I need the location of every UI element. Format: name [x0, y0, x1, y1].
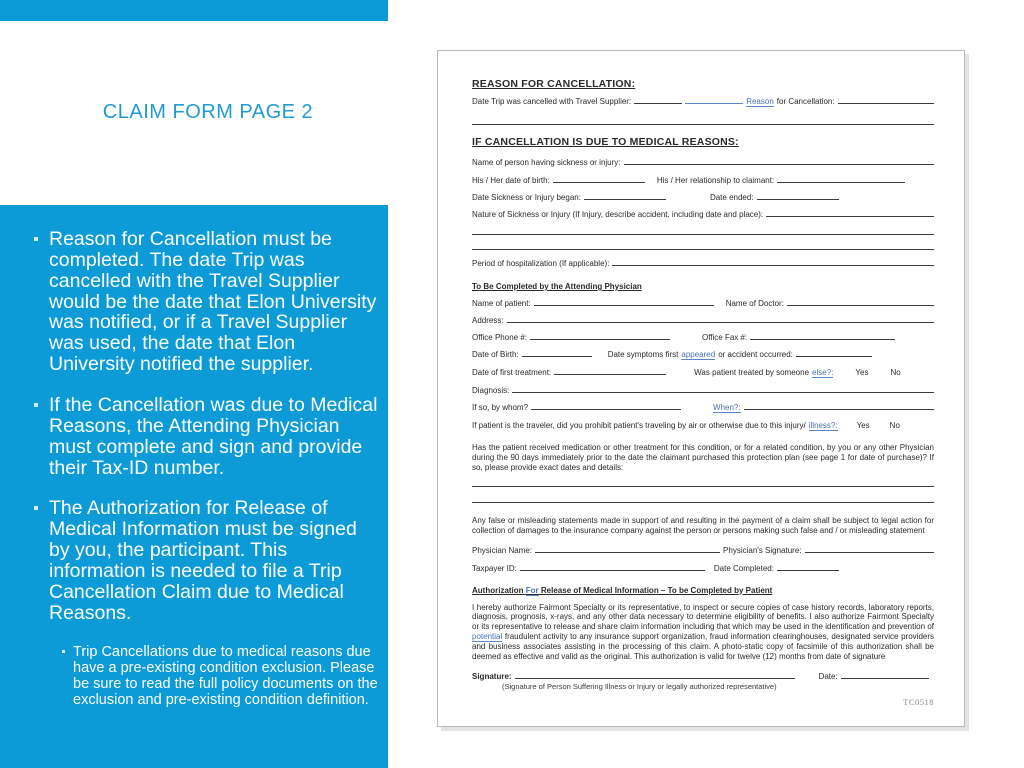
blank-line — [634, 101, 682, 104]
blank-line — [841, 676, 929, 679]
field-label: Was patient treated by someone — [694, 368, 810, 377]
field-label: Name of person having sickness or injury: — [472, 158, 621, 167]
form-paragraph: Any false or misleading statements made in support of and resulting in the payment of a claim shall be subject to legal action for collection of damages to the insurance company against the person or persons making such false and / or misleading statement — [472, 515, 934, 535]
form-row — [472, 368, 934, 378]
signature-caption: (Signature of Person Suffering Illness or Injury or legally authorized representative) — [502, 681, 777, 691]
form-row — [472, 193, 934, 202]
field-label: Yes — [856, 421, 870, 430]
field-label: Date ended: — [709, 193, 754, 202]
field-label: Diagnosis: — [472, 386, 510, 395]
spacer — [673, 339, 699, 340]
field-label: Name of Doctor: — [725, 299, 784, 308]
field-label: Date symptoms first — [607, 350, 679, 359]
form-row — [472, 421, 934, 431]
blank-rule-line — [472, 234, 934, 235]
blank-line — [534, 303, 714, 306]
spacer — [708, 570, 711, 571]
bullet-item: If the Cancellation was due to Medical Reasons, the Attending Physician must complete and sign and provide their Tax-ID number. — [32, 395, 380, 478]
blank-line — [530, 337, 670, 340]
form-row — [472, 299, 934, 308]
blank-line — [612, 263, 934, 266]
blank-rule-line — [472, 124, 934, 125]
spacer — [669, 374, 691, 375]
marked-word: potential — [472, 632, 503, 642]
form-heading: Authorization For Release of Medical Information – To be Completed by Patient — [472, 585, 773, 595]
spacer — [648, 182, 654, 183]
spacer — [871, 374, 887, 375]
blank-line — [766, 214, 934, 217]
bullet-list — [0, 205, 388, 709]
blank-line — [777, 180, 905, 183]
blank-line — [512, 390, 934, 393]
blank-line — [531, 407, 681, 410]
field-label: Taxpayer ID: — [472, 563, 517, 573]
marked-word: Reason — [746, 97, 774, 106]
form-row — [472, 259, 934, 268]
marked-word: When?: — [713, 403, 741, 412]
claim-form-document — [437, 50, 965, 727]
spacer — [669, 199, 707, 200]
marked-word: else?: — [812, 368, 834, 377]
blank-rule-line — [472, 486, 934, 487]
blank-rule-line — [472, 249, 934, 250]
spacer — [684, 409, 710, 410]
form-row — [472, 564, 934, 573]
form-row — [472, 672, 934, 681]
field-label: Physician Name: — [472, 545, 533, 555]
blank-line — [515, 676, 795, 679]
blank-line — [796, 354, 872, 357]
blank-line — [507, 320, 934, 323]
form-row — [472, 350, 934, 360]
form-paragraph: I hereby authorize Fairmont Specialty or its representative, to inspect or secure copies of case history records, laboratory reports, diagnosis, prognosis, x-rays, and any other data necessary to determine eligibility of benefits. I also authorize Fairmont Specialty or its representative to release and share claim information including that which may be used in the identification and prevention of potential fraudulent activity to any insurance support organization, fraud information clearinghouses, designated service providers and business associates assisting in the processing of this claim. A photo-static copy of facsimile of this authorization shall be deemed as effective and valid as the original. This authorization is valid for twelve (12) months from date of signature — [472, 602, 934, 662]
spacer — [841, 427, 854, 428]
field-label: No — [889, 421, 900, 430]
form-rows — [472, 78, 934, 707]
blank-line — [777, 568, 839, 571]
blank-line — [535, 550, 720, 553]
field-label: Date Trip was cancelled with Travel Supplier: — [472, 97, 632, 106]
sub-bullet-item: Trip Cancellations due to medical reasons due have a pre-existing condition exclusion. Please be sure to read the full policy documents on the exclusion and pre-existing condition definition. — [60, 644, 380, 709]
field-label: No — [890, 368, 901, 377]
blank-line — [553, 180, 645, 183]
field-label: Date Completed: — [713, 563, 774, 573]
form-row — [472, 546, 934, 555]
form-paragraph: Has the patient received medication or other treatment for this condition, or for a related condition, by you or any other Physician during the 90 days immediately prior to the date the claimant purchased this protection plan (see page 1 for date of purchase)? If so, please provide exact dates and details: — [472, 443, 934, 472]
field-label: Office Fax #: — [702, 333, 748, 342]
page-title: CLAIM FORM PAGE 2 — [102, 101, 314, 123]
form-heading: To Be Completed by the Attending Physician — [472, 282, 642, 291]
spacer — [798, 678, 816, 679]
spacer — [595, 356, 605, 357]
form-row — [472, 333, 934, 342]
blank-line — [805, 550, 935, 553]
blank-line — [554, 372, 666, 375]
field-label: If so, by whom? — [472, 403, 529, 412]
blank-line — [757, 197, 839, 200]
field-label: Period of hospitalization (If applicable): — [472, 259, 610, 268]
field-label: His / Her relationship to claimant: — [656, 176, 775, 185]
blank-line — [838, 101, 934, 104]
field-label: His / Her date of birth: — [472, 176, 550, 185]
blank-line — [624, 162, 934, 165]
marked-word: illness?: — [808, 421, 838, 430]
form-row — [472, 403, 934, 413]
bullet-item: Reason for Cancellation must be completed. The date Trip was cancelled with the Travel Supplier would be the date that Elon University was notified, or if a Travel Supplier was used, the date that Elon University notified the supplier. — [32, 229, 380, 375]
blank-line-blue — [685, 101, 743, 104]
blank-line — [522, 354, 592, 357]
blank-line — [787, 303, 934, 306]
blank-line — [750, 337, 895, 340]
form-heading: IF CANCELLATION IS DUE TO MEDICAL REASONS: — [472, 136, 739, 148]
form-row — [472, 316, 934, 325]
field-label: Office Phone #: — [472, 333, 527, 342]
spacer — [873, 427, 887, 428]
field-label: Name of patient: — [472, 299, 531, 308]
blank-line — [744, 407, 934, 410]
spacer — [836, 374, 852, 375]
field-label: Date of Birth: — [472, 350, 519, 359]
field-label: If patient is the traveler, did you prohibit patient's traveling by air or otherwise due to this injury/ — [472, 421, 806, 430]
marked-word: appeared — [681, 350, 716, 359]
form-row — [472, 97, 934, 107]
field-label: Address: — [472, 316, 504, 325]
form-row — [472, 210, 934, 219]
form-code: TC0518 — [903, 696, 934, 707]
blank-line — [584, 197, 666, 200]
form-row — [472, 176, 934, 185]
form-heading: REASON FOR CANCELLATION: — [472, 78, 636, 90]
marked-word: For — [525, 585, 539, 595]
blank-rule-line — [472, 502, 934, 503]
field-label: Date: — [818, 671, 838, 681]
field-label: Date of first treatment: — [472, 368, 552, 377]
field-label: Signature: — [472, 671, 512, 681]
field-label: Yes — [855, 368, 869, 377]
form-row — [472, 386, 934, 395]
field-label: for Cancellation: — [776, 97, 835, 106]
field-label: Nature of Sickness or Injury (If Injury, describe accident, including date and place): — [472, 210, 764, 219]
form-row — [472, 158, 934, 167]
slide-accent-topbar — [0, 0, 388, 21]
bullet-panel — [0, 205, 388, 768]
spacer — [717, 305, 723, 306]
bullet-item: The Authorization for Release of Medical Information must be signed by you, the participant. This information is needed to file a Trip Cancellation Claim due to Medical Reasons. — [32, 498, 380, 623]
field-label: Physician's Signature: — [723, 545, 802, 555]
field-label: or accident occurred: — [718, 350, 793, 359]
blank-line — [520, 568, 705, 571]
field-label: Date Sickness or Injury began: — [472, 193, 581, 202]
